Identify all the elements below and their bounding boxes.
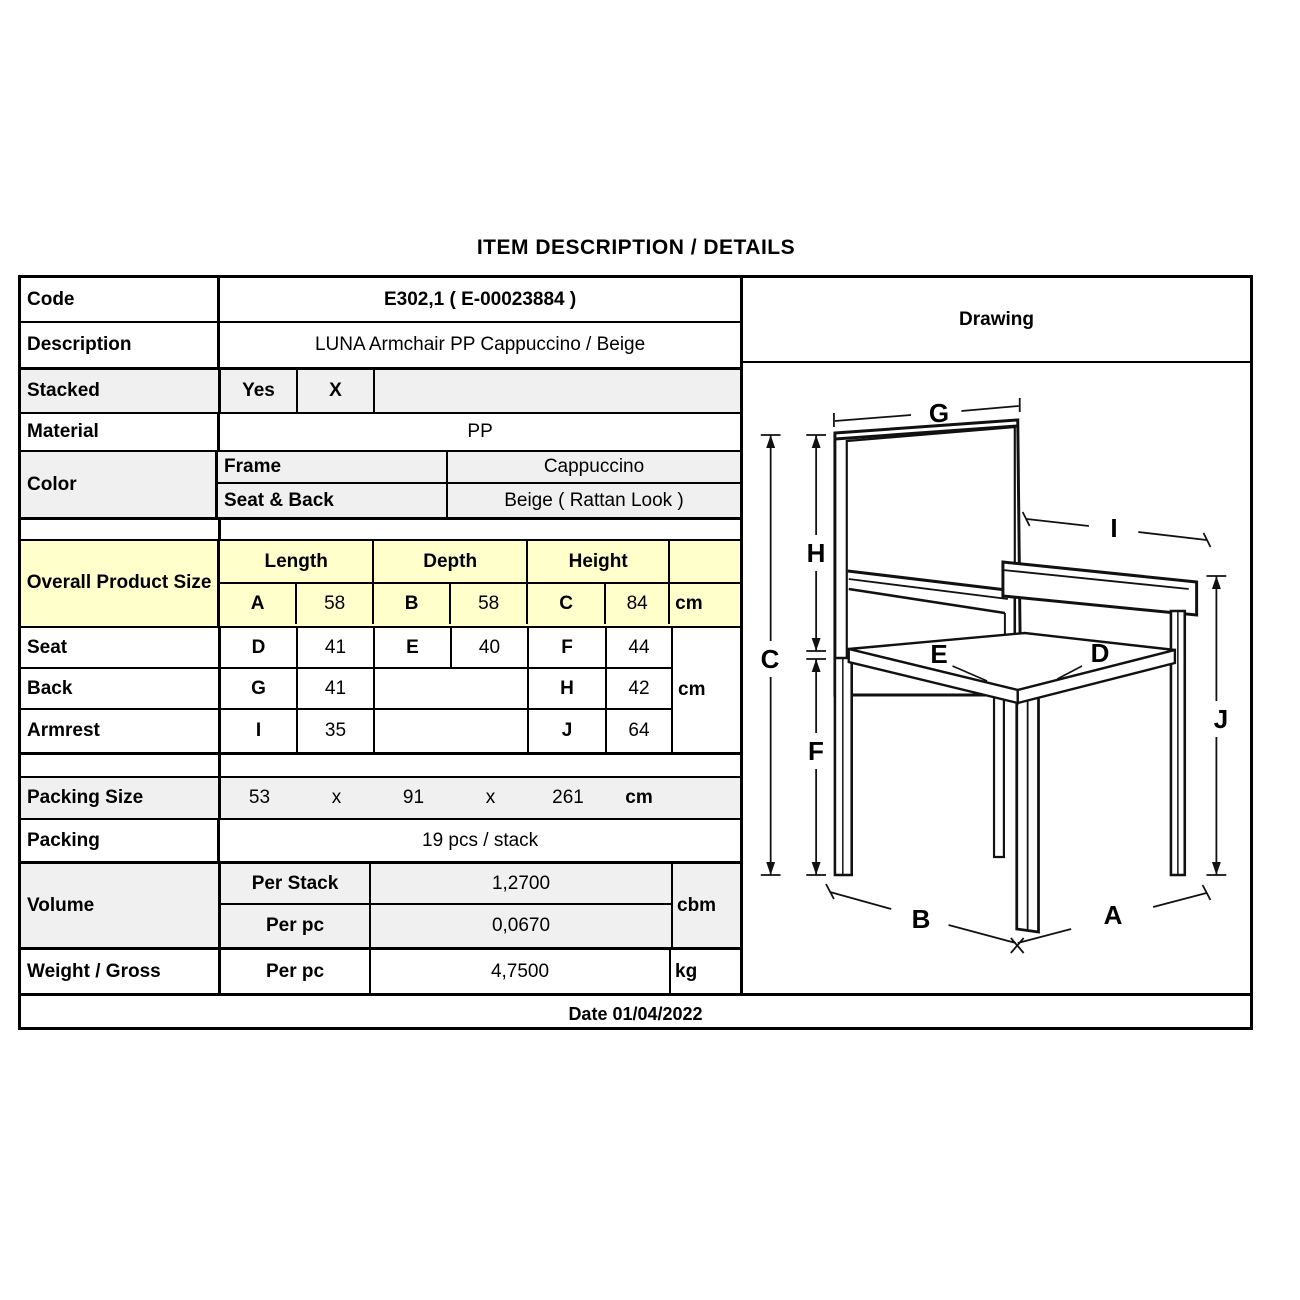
seat-d-val: 41	[298, 628, 375, 667]
back-label: Back	[21, 669, 221, 708]
volume-label: Volume	[21, 864, 221, 947]
row-stacked	[21, 370, 740, 414]
dim-label-G: G	[928, 398, 950, 428]
row-weight	[21, 950, 740, 993]
material-label: Material	[21, 414, 220, 450]
dim-label-F: F	[808, 736, 824, 766]
packing-size-v1: 53	[248, 787, 271, 808]
back-g-key: G	[221, 669, 298, 708]
row-code	[21, 278, 740, 323]
dim-label-I: I	[1110, 513, 1118, 543]
back-g-val: 41	[298, 669, 375, 708]
armrest-i-key: I	[221, 710, 298, 752]
spacer-row	[21, 755, 740, 778]
seat-e-key: E	[375, 628, 452, 667]
row-packing-size	[21, 778, 740, 820]
volume-block	[21, 864, 740, 950]
spacer-cell	[221, 755, 740, 776]
row-armrest	[21, 710, 671, 752]
spec-table	[18, 275, 1253, 1030]
spacer-row	[21, 520, 740, 541]
armrest-label: Armrest	[21, 710, 221, 752]
dim-label-D: D	[1090, 638, 1110, 668]
row-packing	[21, 820, 740, 864]
dim-label-C: C	[760, 644, 780, 674]
color-seatback-value: Beige ( Rattan Look )	[504, 489, 684, 511]
volume-row-stack	[221, 864, 671, 905]
back-empty	[375, 669, 529, 708]
stacked-empty	[375, 370, 740, 412]
dim-label-B: B	[911, 904, 931, 934]
spacer-cell	[221, 520, 740, 539]
size-header-height: Height	[528, 541, 670, 582]
spacer-cell	[21, 520, 221, 539]
volume-stack-value: 1,2700	[491, 872, 551, 894]
row-back	[21, 669, 671, 710]
packing-size-v2: 91	[402, 787, 425, 808]
dim-label-A: A	[1103, 900, 1123, 930]
stacked-yes: Yes	[221, 370, 298, 412]
description-label: Description	[21, 323, 220, 367]
seat-f-key: F	[529, 628, 607, 667]
volume-pc-name: Per pc	[221, 905, 371, 947]
packing-size-x2: x	[485, 787, 496, 808]
packing-size-unit: cm	[625, 787, 653, 808]
armrest-i-val: 35	[298, 710, 375, 752]
color-row-frame	[218, 452, 740, 484]
size-header-empty	[670, 541, 740, 582]
color-frame-name: Frame	[218, 452, 448, 482]
drawing-column	[743, 278, 1250, 993]
packing-size-x1: x	[331, 787, 342, 808]
size-overall-a-val: 58	[297, 584, 374, 624]
size-header-block	[21, 541, 740, 628]
size-header-length: Length	[220, 541, 374, 582]
volume-stack-name: Per Stack	[221, 864, 371, 903]
weight-label: Weight / Gross	[21, 950, 221, 993]
description-value: LUNA Armchair PP Cappuccino / Beige	[314, 334, 646, 355]
size-body-unit: cm	[671, 628, 740, 752]
volume-pc-value: 0,0670	[491, 915, 551, 936]
stacked-label: Stacked	[21, 370, 221, 412]
size-body-block	[21, 628, 740, 755]
drawing-header: Drawing	[743, 278, 1250, 363]
packing-size-empty	[671, 778, 740, 818]
weight-name: Per pc	[221, 950, 371, 993]
size-header-depth: Depth	[374, 541, 528, 582]
back-h-val: 42	[628, 677, 650, 699]
code-label: Code	[21, 278, 220, 321]
back-h-key: H	[529, 669, 607, 708]
date-row	[21, 993, 1250, 1033]
packing-size-v3: 261	[552, 787, 584, 808]
size-label: Overall Product Size	[21, 541, 220, 626]
seat-f-val: 44	[628, 636, 650, 658]
armrest-empty	[375, 710, 529, 752]
size-overall-c: C	[528, 584, 606, 624]
packing-label: Packing	[21, 820, 220, 861]
size-overall-row	[220, 584, 740, 624]
row-seat	[21, 628, 671, 669]
dim-label-E: E	[930, 639, 948, 669]
armchair-drawing	[743, 363, 1250, 988]
size-overall-b: B	[374, 584, 451, 624]
armrest-j-key: J	[529, 710, 607, 752]
seat-e-val: 40	[452, 628, 529, 667]
date-value: Date 01/04/2022	[568, 1004, 703, 1024]
seat-label: Seat	[21, 628, 221, 667]
color-seatback-name: Seat & Back	[218, 484, 448, 517]
weight-value: 4,7500	[371, 950, 671, 993]
drawing-canvas	[743, 363, 1250, 993]
packing-size-label: Packing Size	[21, 778, 221, 818]
stacked-mark: X	[298, 370, 375, 412]
size-overall-unit: cm	[675, 593, 703, 614]
spacer-cell	[21, 755, 221, 776]
volume-unit: cbm	[671, 864, 740, 947]
row-description	[21, 323, 740, 370]
armrest-j-val: 64	[628, 720, 650, 741]
size-overall-a: A	[220, 584, 297, 624]
data-column	[21, 278, 743, 993]
color-block	[21, 452, 740, 520]
color-row-seatback	[218, 484, 740, 517]
size-header-row1	[220, 541, 740, 584]
dim-label-J: J	[1213, 704, 1229, 734]
dim-label-H: H	[806, 538, 826, 568]
code-value: E302,1 ( E-00023884 )	[383, 288, 577, 310]
row-material	[21, 414, 740, 452]
material-value: PP	[467, 421, 493, 442]
color-frame-value: Cappuccino	[543, 456, 645, 477]
packing-value: 19 pcs / stack	[422, 829, 539, 851]
size-overall-c-val: 84	[606, 584, 670, 624]
seat-d-key: D	[221, 628, 298, 667]
volume-row-pc	[221, 905, 671, 947]
weight-unit: kg	[675, 960, 698, 982]
main-area	[21, 278, 1250, 993]
size-overall-b-val: 58	[451, 584, 528, 624]
color-label: Color	[21, 452, 218, 517]
page-title: ITEM DESCRIPTION / DETAILS	[476, 236, 796, 259]
